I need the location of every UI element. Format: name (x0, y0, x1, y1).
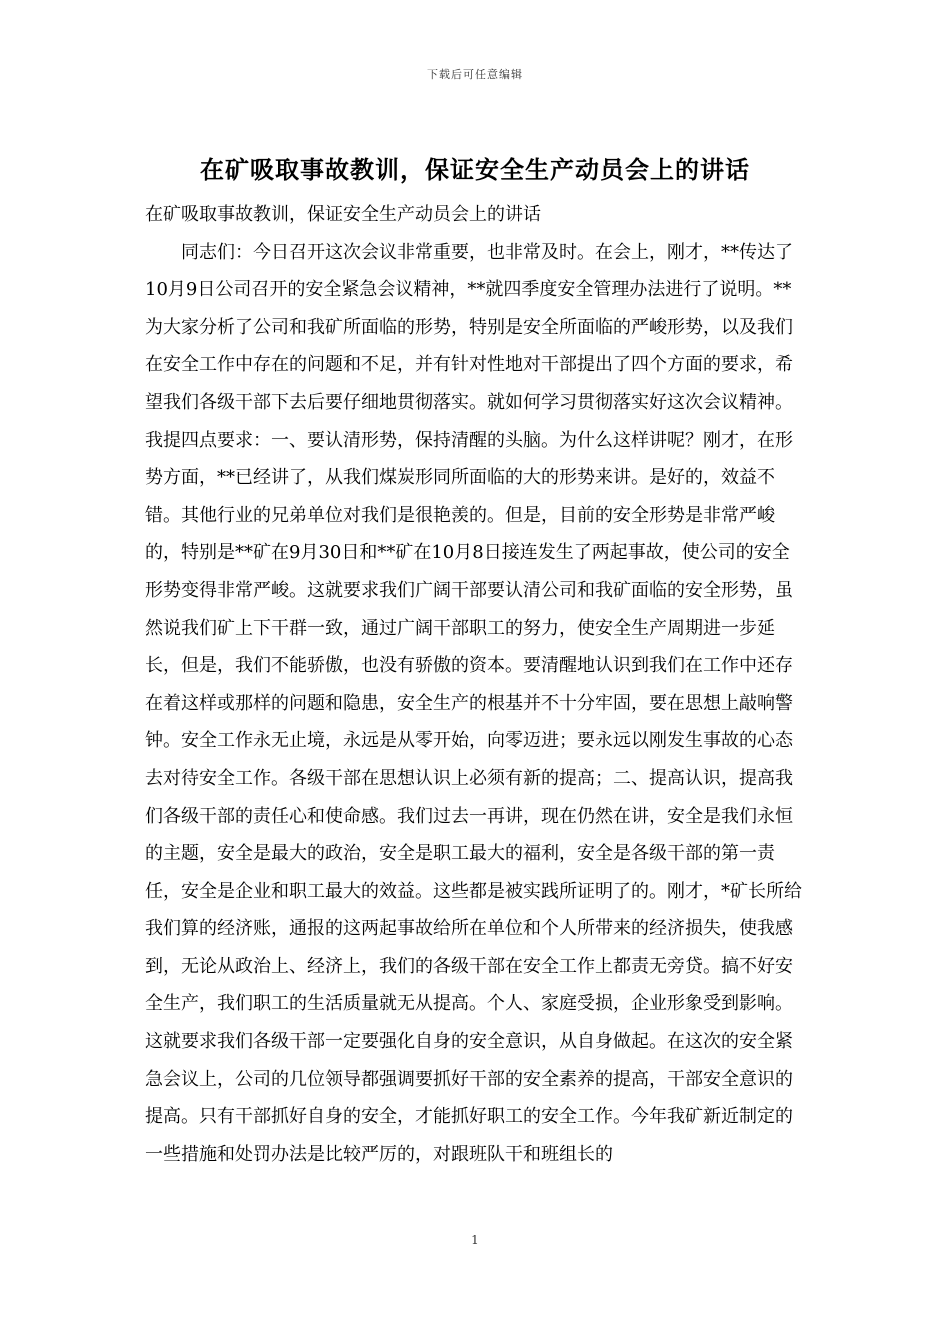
document-subtitle: 在矿吸取事故教训，保证安全生产动员会上的讲话 (145, 204, 541, 225)
page-header: 下载后可任意编辑 (427, 68, 523, 81)
page-number: 1 (471, 1233, 479, 1247)
body-paragraph: 同志们：今日召开这次会议非常重要，也非常及时。在会上，刚才，**传达了10月9日公司召开的安全紧急会议精神，**就四季度安全管理办法进行了说明。**为大家分析了公司和我矿所面临的形势，特别是安全所面临的严峻形势，以及我们在安全工作中存在的问题和不足，并有针对性地对干部提出了四个方面的要求，希望我们各级干部下去后要仔细地贯彻落实。就如何学习贯彻落实好这次会议精神。我提四点要求：一、要认清形势，保持清醒的头脑。为什么这样讲呢？刚才，在形势方面，**已经讲了，从我们煤炭形同所面临的大的形势来讲。是好的，效益不错。其他行业的兄弟单位对我们是很艳羡的。但是，目前的安全形势是非常严峻的，特别是**矿在9月30日和**矿在10月8日接连发生了两起事故，使公司的安全形势变得非常严峻。这就要求我们广阔干部要认清公司和我矿面临的安全形势，虽然说我们矿上下干群一致，通过广阔干部职工的努力，使安全生产周期进一步延长，但是，我们不能骄傲，也没有骄傲的资本。要清醒地认识到我们在工作中还存在着这样或那样的问题和隐患，安全生产的根基并不十分牢固，要在思想上敲响警钟。安全工作永无止境，永远是从零开始，向零迈进；要永远以刚发生事故的心态去对待安全工作。各级干部在思想认识上必须有新的提高；二、提高认识，提高我们各级干部的责任心和使命感。我们过去一再讲，现在仍然在讲，安全是我们永恒的主题，安全是最大的政治，安全是职工最大的福利，安全是各级干部的第一责任，安全是企业和职工最大的效益。这些都是被实践所证明了的。刚才，*矿长所给我们算的经济账，通报的这两起事故给所在单位和个人所带来的经济损失，使我感到，无论从政治上、经济上，我们的各级干部在安全工作上都责无旁贷。搞不好安全生产，我们职工的生活质量就无从提高。个人、家庭受损，企业形象受到影响。这就要求我们各级干部一定要强化自身的安全意识，从自身做起。在这次的安全紧急会议上，公司的几位领导都强调要抓好干部的安全素养的提高，干部安全意识的提高。只有干部抓好自身的安全，才能抓好职工的安全工作。今年我矿新近制定的一些措施和处罚办法是比较严厉的，对跟班队干和班组长的 (145, 241, 802, 1165)
document-body (145, 196, 807, 1173)
document-title: 在矿吸取事故教训，保证安全生产动员会上的讲话 (200, 155, 750, 184)
